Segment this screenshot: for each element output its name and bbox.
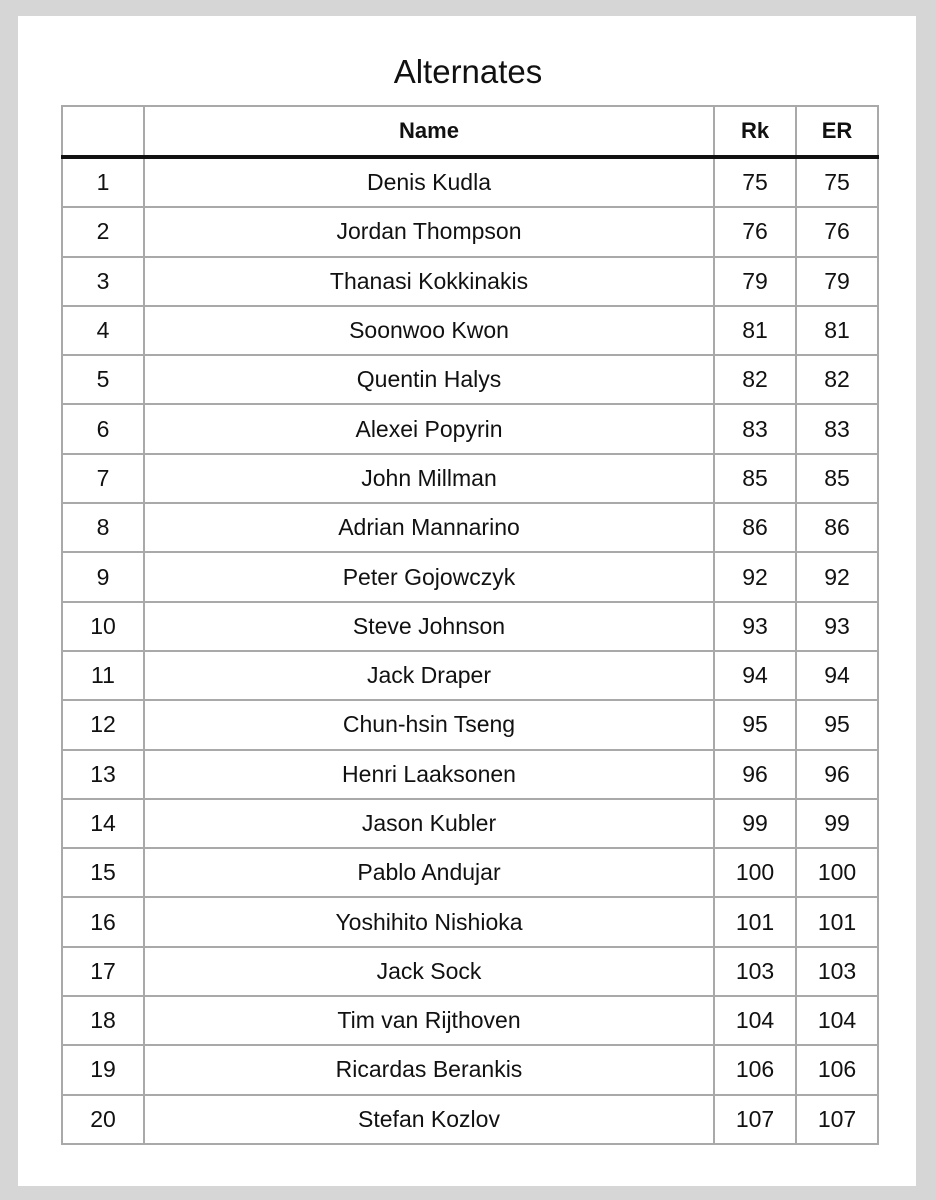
entry-rank: 101 bbox=[796, 897, 878, 946]
player-name: Steve Johnson bbox=[144, 602, 714, 651]
player-rank: 83 bbox=[714, 404, 796, 453]
row-number: 16 bbox=[62, 897, 144, 946]
player-name: Yoshihito Nishioka bbox=[144, 897, 714, 946]
player-rank: 92 bbox=[714, 552, 796, 601]
player-rank: 103 bbox=[714, 947, 796, 996]
player-rank: 99 bbox=[714, 799, 796, 848]
player-name: Ricardas Berankis bbox=[144, 1045, 714, 1094]
entry-rank: 83 bbox=[796, 404, 878, 453]
row-number: 5 bbox=[62, 355, 144, 404]
player-rank: 96 bbox=[714, 750, 796, 799]
player-rank: 104 bbox=[714, 996, 796, 1045]
row-number: 10 bbox=[62, 602, 144, 651]
page-title: Alternates bbox=[393, 53, 543, 90]
player-name: Quentin Halys bbox=[144, 355, 714, 404]
row-number: 6 bbox=[62, 404, 144, 453]
entry-rank: 94 bbox=[796, 651, 878, 700]
player-rank: 81 bbox=[714, 306, 796, 355]
row-number: 15 bbox=[62, 848, 144, 897]
alternates-table bbox=[61, 105, 879, 1145]
player-rank: 86 bbox=[714, 503, 796, 552]
player-rank: 94 bbox=[714, 651, 796, 700]
player-rank: 106 bbox=[714, 1045, 796, 1094]
row-number: 7 bbox=[62, 454, 144, 503]
table-row bbox=[62, 947, 878, 996]
player-name: Jason Kubler bbox=[144, 799, 714, 848]
entry-rank: 106 bbox=[796, 1045, 878, 1094]
player-name: Thanasi Kokkinakis bbox=[144, 257, 714, 306]
player-rank: 76 bbox=[714, 207, 796, 256]
player-name: Peter Gojowczyk bbox=[144, 552, 714, 601]
player-name: John Millman bbox=[144, 454, 714, 503]
row-number: 20 bbox=[62, 1095, 144, 1144]
row-number: 18 bbox=[62, 996, 144, 1045]
row-number: 11 bbox=[62, 651, 144, 700]
player-rank: 82 bbox=[714, 355, 796, 404]
player-rank: 79 bbox=[714, 257, 796, 306]
table-row bbox=[62, 207, 878, 256]
table-row bbox=[62, 1095, 878, 1144]
entry-rank: 103 bbox=[796, 947, 878, 996]
table-row bbox=[62, 404, 878, 453]
entry-rank: 81 bbox=[796, 306, 878, 355]
player-rank: 101 bbox=[714, 897, 796, 946]
table-row bbox=[62, 503, 878, 552]
player-name: Adrian Mannarino bbox=[144, 503, 714, 552]
player-rank: 93 bbox=[714, 602, 796, 651]
row-number: 1 bbox=[62, 157, 144, 207]
entry-rank: 104 bbox=[796, 996, 878, 1045]
table-row bbox=[62, 897, 878, 946]
player-name: Jordan Thompson bbox=[144, 207, 714, 256]
row-number: 8 bbox=[62, 503, 144, 552]
table-row bbox=[62, 996, 878, 1045]
table-row bbox=[62, 750, 878, 799]
row-number: 2 bbox=[62, 207, 144, 256]
entry-rank: 86 bbox=[796, 503, 878, 552]
entry-rank: 107 bbox=[796, 1095, 878, 1144]
player-name: Denis Kudla bbox=[144, 157, 714, 207]
table-row bbox=[62, 700, 878, 749]
table-body bbox=[62, 157, 878, 1144]
entry-rank: 85 bbox=[796, 454, 878, 503]
row-number: 12 bbox=[62, 700, 144, 749]
table-row bbox=[62, 454, 878, 503]
player-rank: 75 bbox=[714, 157, 796, 207]
row-number: 17 bbox=[62, 947, 144, 996]
entry-rank: 96 bbox=[796, 750, 878, 799]
table-row bbox=[62, 848, 878, 897]
entry-rank: 99 bbox=[796, 799, 878, 848]
entry-rank: 92 bbox=[796, 552, 878, 601]
player-name: Stefan Kozlov bbox=[144, 1095, 714, 1144]
table-row bbox=[62, 355, 878, 404]
table-row bbox=[62, 552, 878, 601]
header-row bbox=[62, 106, 878, 157]
entry-rank: 100 bbox=[796, 848, 878, 897]
row-number: 13 bbox=[62, 750, 144, 799]
table-row bbox=[62, 257, 878, 306]
entry-rank: 79 bbox=[796, 257, 878, 306]
row-number: 3 bbox=[62, 257, 144, 306]
player-name: Jack Draper bbox=[144, 651, 714, 700]
header-name: Name bbox=[144, 106, 714, 157]
player-name: Henri Laaksonen bbox=[144, 750, 714, 799]
row-number: 19 bbox=[62, 1045, 144, 1094]
player-rank: 100 bbox=[714, 848, 796, 897]
player-rank: 107 bbox=[714, 1095, 796, 1144]
table-row bbox=[62, 602, 878, 651]
header-number bbox=[62, 106, 144, 157]
player-name: Tim van Rijthoven bbox=[144, 996, 714, 1045]
table-row bbox=[62, 306, 878, 355]
table-row bbox=[62, 799, 878, 848]
table-row bbox=[62, 651, 878, 700]
player-name: Chun-hsin Tseng bbox=[144, 700, 714, 749]
player-name: Alexei Popyrin bbox=[144, 404, 714, 453]
entry-rank: 93 bbox=[796, 602, 878, 651]
table-row bbox=[62, 157, 878, 207]
header-entry-rank: ER bbox=[796, 106, 878, 157]
player-rank: 95 bbox=[714, 700, 796, 749]
entry-rank: 82 bbox=[796, 355, 878, 404]
row-number: 9 bbox=[62, 552, 144, 601]
entry-rank: 75 bbox=[796, 157, 878, 207]
row-number: 14 bbox=[62, 799, 144, 848]
player-name: Soonwoo Kwon bbox=[144, 306, 714, 355]
player-rank: 85 bbox=[714, 454, 796, 503]
player-name: Pablo Andujar bbox=[144, 848, 714, 897]
player-name: Jack Sock bbox=[144, 947, 714, 996]
entry-rank: 95 bbox=[796, 700, 878, 749]
header-rank: Rk bbox=[714, 106, 796, 157]
row-number: 4 bbox=[62, 306, 144, 355]
table-row bbox=[62, 1045, 878, 1094]
entry-rank: 76 bbox=[796, 207, 878, 256]
